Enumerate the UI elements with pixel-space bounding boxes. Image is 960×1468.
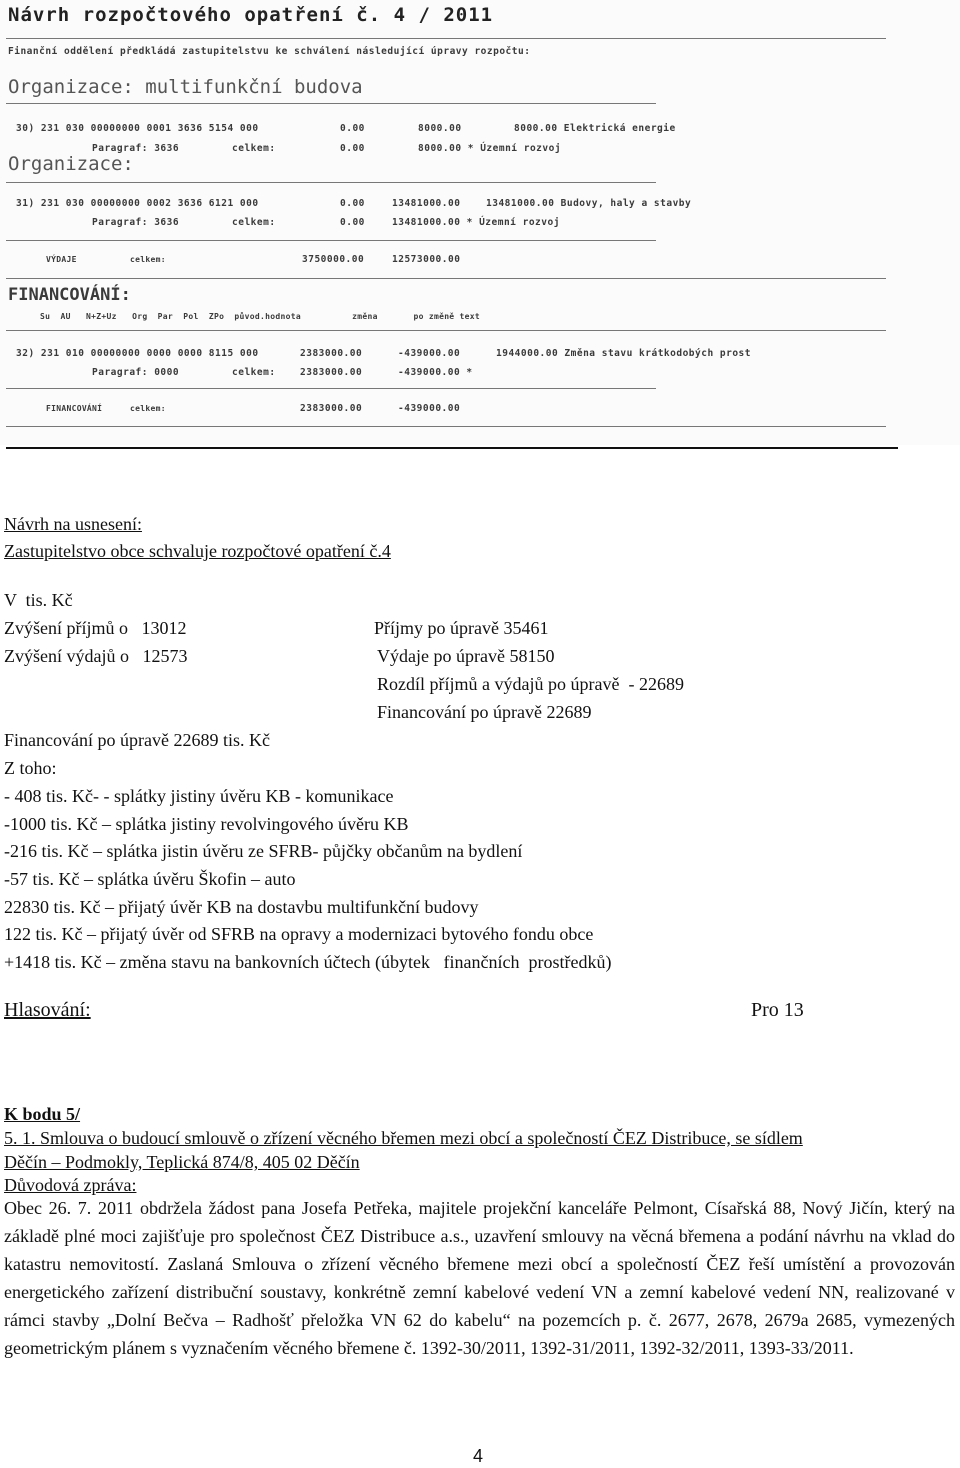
row-value: -439000.00 bbox=[398, 348, 461, 359]
row-value: 2383000.00 bbox=[300, 348, 363, 359]
financovani-total-value: -439000.00 bbox=[398, 403, 461, 414]
celkem-label: celkem: bbox=[130, 404, 166, 413]
divider bbox=[6, 388, 656, 389]
navrh-heading: Návrh na usnesení: bbox=[4, 514, 142, 534]
prijmy-po-uprave: Příjmy po úpravě 35461 bbox=[374, 618, 549, 638]
hlasovani-result: Pro 13 bbox=[751, 999, 804, 1021]
row-code: 30) 231 030 00000000 0001 3636 5154 000 bbox=[16, 123, 259, 134]
financing-item: -1000 tis. Kč – splátka jistiny revolvingového úvěru KB bbox=[4, 814, 409, 834]
financovani-po-uprave: Financování po úpravě 22689 tis. Kč bbox=[4, 730, 270, 750]
financovani-po-uprave-right: Financování po úpravě 22689 bbox=[377, 702, 592, 722]
financing-item: -57 tis. Kč – splátka úvěru Škofin – auto bbox=[4, 869, 296, 889]
k-bodu-heading: K bodu 5/ bbox=[4, 1104, 81, 1124]
scan-title: Návrh rozpočtového opatření č. 4 / 2011 bbox=[8, 4, 494, 26]
financing-item: - 408 tis. Kč- - splátky jistiny úvěru KB - komunikace bbox=[4, 786, 394, 806]
celkem-label: celkem: bbox=[232, 217, 276, 228]
row-value: 8000.00 bbox=[418, 123, 462, 134]
row-value: 0.00 bbox=[340, 198, 365, 209]
paragraph-label: Paragraf: 3636 bbox=[92, 143, 180, 154]
z-toho-label: Z toho: bbox=[4, 758, 57, 778]
scan-intro: Finanční oddělení předkládá zastupitelstvu ke schválení následující úpravy rozpočtu: bbox=[8, 46, 531, 57]
page-number: 4 bbox=[473, 1446, 484, 1466]
organization-heading: Organizace: multifunkční budova bbox=[8, 76, 363, 98]
row-value: 13481000.00 * Územní rozvoj bbox=[392, 217, 560, 228]
financing-item: +1418 tis. Kč – změna stavu na bankovních účtech (úbytek finančních prostředků) bbox=[4, 952, 612, 972]
row-code: 31) 231 030 00000000 0002 3636 6121 000 bbox=[16, 198, 259, 209]
row-value: 0.00 bbox=[340, 217, 365, 228]
row-value: 8000.00 Elektrická energie bbox=[514, 123, 676, 134]
row-value: 0.00 bbox=[340, 143, 365, 154]
hlasovani-label: Hlasování: bbox=[4, 999, 91, 1021]
financovani-total-label: FINANCOVÁNÍ bbox=[46, 404, 103, 413]
k-bodu-title: Děčín – Podmokly, Teplická 874/8, 405 02 Děčín bbox=[4, 1152, 360, 1172]
divider bbox=[6, 182, 656, 183]
paragraph-label: Paragraf: 0000 bbox=[92, 367, 180, 378]
row-code: 32) 231 010 00000000 0000 0000 8115 000 bbox=[16, 348, 259, 359]
celkem-label: celkem: bbox=[130, 255, 166, 264]
vydaje-label: VÝDAJE bbox=[46, 255, 77, 264]
separator-line bbox=[6, 447, 898, 449]
celkem-label: celkem: bbox=[232, 367, 276, 378]
divider bbox=[6, 278, 886, 279]
divider bbox=[6, 103, 656, 104]
financovani-total-value: 2383000.00 bbox=[300, 403, 363, 414]
column-headers: Su AU N+Z+Uz Org Par Pol ZPo původ.hodnota změna po změně text bbox=[40, 312, 481, 321]
organization-heading: Organizace: bbox=[8, 153, 134, 175]
row-value: -439000.00 * bbox=[398, 367, 473, 378]
financovani-heading: FINANCOVÁNÍ: bbox=[8, 285, 131, 305]
row-value: 13481000.00 bbox=[392, 198, 461, 209]
row-value: 8000.00 * Územní rozvoj bbox=[418, 143, 562, 154]
row-value: 0.00 bbox=[340, 123, 365, 134]
scanned-budget-sheet bbox=[0, 0, 960, 445]
divider bbox=[6, 330, 886, 331]
row-value: 1944000.00 Změna stavu krátkodobých prost bbox=[496, 348, 751, 359]
row-value: 2383000.00 bbox=[300, 367, 363, 378]
paragraph-label: Paragraf: 3636 bbox=[92, 217, 180, 228]
vydaje-value: 12573000.00 bbox=[392, 254, 461, 265]
k-bodu-title: 5. 1. Smlouva o budoucí smlouvě o zřízení věcného břemen mezi obcí a společností ČEZ Distribuce, se sídlem bbox=[4, 1128, 803, 1148]
zvyseni-prijmu: Zvýšení příjmů o 13012 bbox=[4, 618, 187, 638]
navrh-text: Zastupitelstvo obce schvaluje rozpočtové opatření č.4 bbox=[4, 541, 391, 561]
duvodova-zprava-heading: Důvodová zpráva: bbox=[4, 1175, 137, 1195]
financing-item: 122 tis. Kč – přijatý úvěr od SFRB na opravy a modernizaci bytového fondu obce bbox=[4, 924, 594, 944]
row-value: 13481000.00 Budovy, haly a stavby bbox=[486, 198, 692, 209]
vydaje-po-uprave: Výdaje po úpravě 58150 bbox=[377, 646, 555, 666]
divider bbox=[6, 426, 886, 427]
financing-item: 22830 tis. Kč – přijatý úvěr KB na dostavbu multifunkční budovy bbox=[4, 897, 479, 917]
vydaje-value: 3750000.00 bbox=[302, 254, 365, 265]
divider bbox=[6, 240, 656, 241]
duvodova-zprava-text: Obec 26. 7. 2011 obdržela žádost pana Josefa Petřeka, majitele projekční kanceláře Pelmont, Císařská 88, Nový Jičín, který na základě plné moci zajišťuje pro společnost ČEZ Distribuce a.s., uzavření smlouvy na věcná břemena a podání návrhu na vklad do katastru nemovitostí. Zaslaná Smlouva o zřízení věcného břemene mezi obcí a společností ČEZ řeší umístění a provozován energetického zařízení distribuční soustavy, konkrétně zemní kabelové vedení VN a zemní kabelové vedení NN, realizované v rámci stavby „Dolní Bečva – Radhošť přeložka VN 62 do kabelu“ na pozemcích p. č. 2677, 2678, 2679a 2685, vymezených geometrickým plánem s vyznačením věcného břemene č. 1392-30/2011, 1392-31/2011, 1392-32/2011, 1393-33/2011. bbox=[4, 1198, 955, 1358]
divider bbox=[6, 38, 886, 39]
units-label: V tis. Kč bbox=[4, 590, 73, 610]
zvyseni-vydaju: Zvýšení výdajů o 12573 bbox=[4, 646, 188, 666]
financing-item: -216 tis. Kč – splátka jistin úvěru ze SFRB- půjčky občanům na bydlení bbox=[4, 841, 523, 861]
rozdil-prijmu-vydaju: Rozdíl příjmů a výdajů po úpravě - 22689 bbox=[377, 674, 684, 694]
celkem-label: celkem: bbox=[232, 143, 276, 154]
